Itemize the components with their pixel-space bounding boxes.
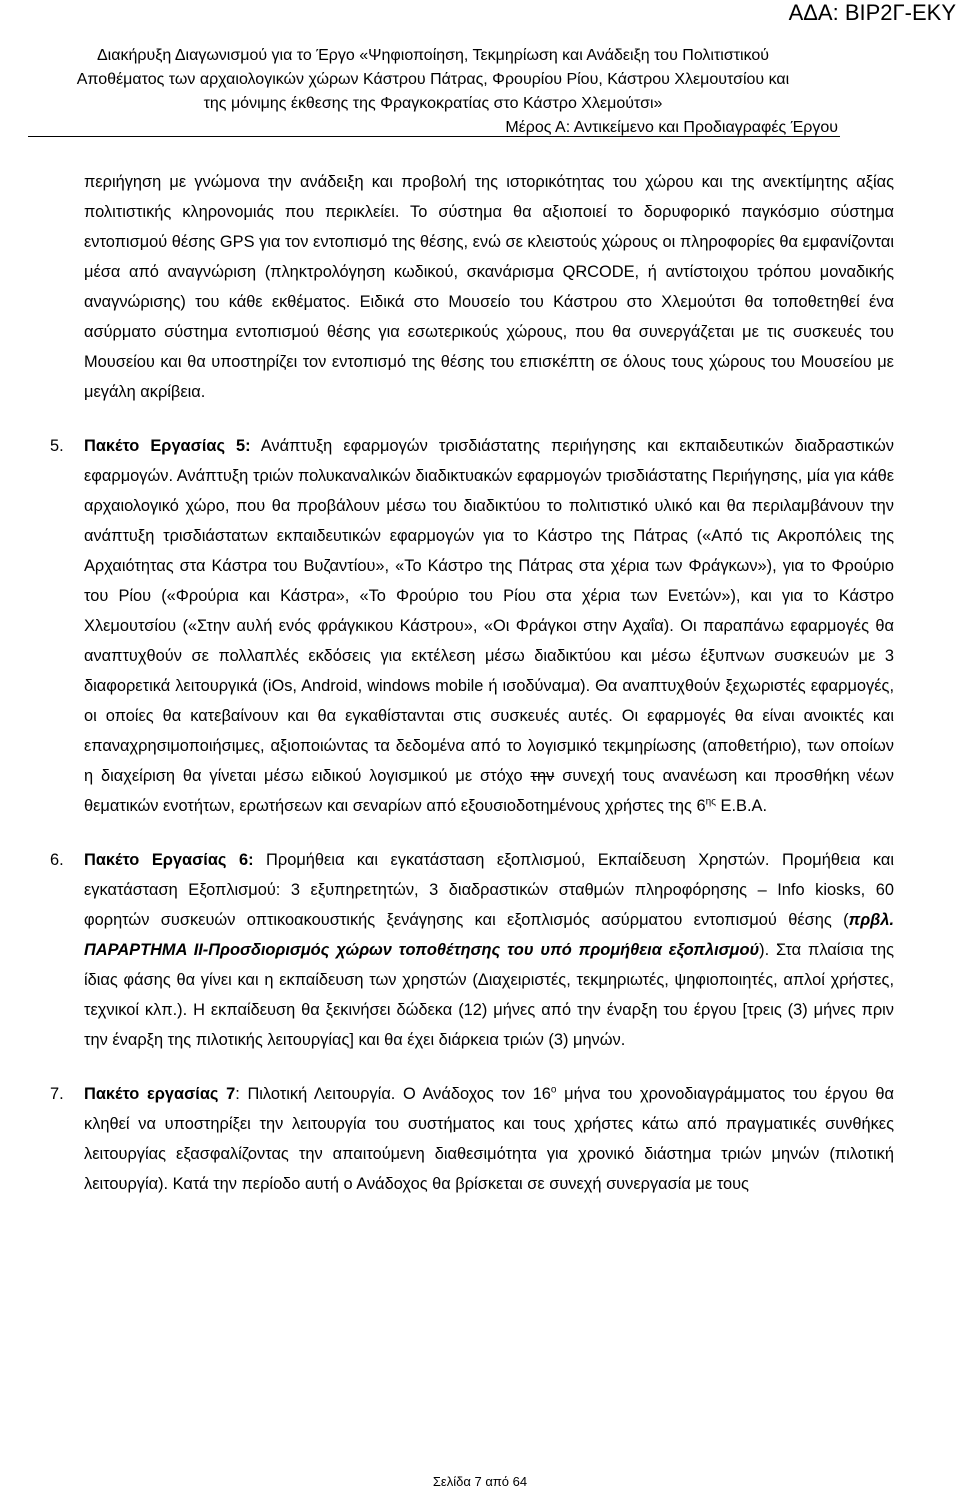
ordinal-suffix: ης [705,796,716,808]
header-section-title: Μέρος Α: Αντικείμενο και Προδιαγραφές Έργου [505,119,838,136]
annex-reference: πρβλ. ΠΑΡΑΡΤΗΜΑ ΙΙ-Προσδιορισμός χώρων τοποθέτησης του υπό προμήθεια εξοπλισμού [84,911,894,959]
item-title: Πακέτο Εργασίας 6: [84,851,254,869]
item-body-end: Ε.Β.Α. [715,797,767,815]
work-package-5 [50,431,894,821]
item-body-cont: μήνα του χρονοδιαγράμματος του έργου θα κληθεί να υποστηρίξει την λειτουργία του συστήματος και τους χρήστες κάτω από πραγματικές συνθήκες λειτουργίας εξασφαλίζοντας την απαιτούμενη διαθεσιμότητα για χρονικό διάστημα τριών μηνών (πιλοτική λειτουργία). Κατά την περίοδο αυτή ο Ανάδοχος θα βρίσκεται σε συνεχή συνεργασία με τους [84,1085,895,1193]
item-number: 7. [50,1085,64,1103]
header-line-3: της μόνιμης έκθεσης της Φραγκοκρατίας στο Κάστρο Χλεμούτσι» [203,95,663,112]
item-text [84,845,894,1055]
item-title: Πακέτο εργασίας 7 [84,1085,236,1103]
ordinal-suffix: ο [550,1084,557,1096]
intro-paragraph: περιήγηση με γνώμονα την ανάδειξη και προβολή της ιστορικότητας του χώρου και της ανεκτίμητης αξίας πολιτιστικής κληρονομιάς που περικλείει. Το σύστημα θα αξιοποιεί το δορυφορικό παγκόσμιο σύστημα εντοπισμού θέσης GPS για τον εντοπισμό της θέσης, ενώ σε κλειστούς χώρους οι πληροφορίες θα εμφανίζονται μέσα από αναγνώριση (πληκτρολόγηση κωδικού, σκανάρισμα QRCODE, ή αντίστοιχου τρόπου μοναδικής αναγνώρισης) του κάθε εκθέματος. Ειδικά στο Μουσείο του Κάστρου στο Χλεμούτσι θα τοποθετηθεί ένα ασύρματο σύστημα εντοπισμού θέσης για εσωτερικούς χώρους, που θα συνεργάζεται με τις συσκευές του Μουσείου και θα υποστηρίζει τον εντοπισμό της θέσης του επισκέπτη σε όλους τους χώρους του Μουσείου με μεγάλη ακρίβεια. [84,173,894,401]
work-package-6 [50,845,894,1055]
item-text [84,431,894,821]
struck-word: την [530,767,555,785]
item-body: : Πιλοτική Λειτουργία. Ο Ανάδοχος τον 16 [235,1085,551,1103]
work-package-7 [50,1079,895,1199]
page-number: Σελίδα 7 από 64 [432,1474,528,1489]
header-line-2: Αποθέματος των αρχαιολογικών χώρων Κάστρου Πάτρας, Φρουρίου Ρίου, Κάστρου Χλεμουτσίου και [76,71,790,88]
header-line-1: Διακήρυξη Διαγωνισμού για το Έργο «Ψηφιοποίηση, Τεκμηρίωση και Ανάδειξη του Πολιτιστικού [96,47,770,64]
item-title: Πακέτο Εργασίας 5: [84,437,251,455]
item-body: Προμήθεια και εγκατάσταση εξοπλισμού, Εκπαίδευση Χρηστών. Προμήθεια και εγκατάσταση Εξοπλισμού: 3 εξυπηρετητών, 3 διαδραστικών σταθμών πληροφόρησης – Info kiosks, 60 φορητών συσκευών οπτικοακουστικής ξενάγησης και εξοπλισμός ασύρματου εντοπισμού θέσης ( [84,851,894,929]
item-number: 5. [50,437,64,455]
document-header [28,44,838,140]
document-body [50,167,895,1199]
item-body-cont: συνεχή τους ανανέωση και προσθήκη νέων θεματικών ενοτήτων, ερωτήσεων και σεναρίων από εξουσιοδοτημένους χρήστες της 6 [84,767,894,815]
ada-code: ΑΔΑ: ΒΙΡ2Γ-ΕΚΥ [788,0,956,25]
item-number: 6. [50,851,64,869]
item-body: Ανάπτυξη εφαρμογών τρισδιάστατης περιήγησης και εκπαιδευτικών διαδραστικών εφαρμογών. Ανάπτυξη τριών πολυκαναλικών διαδικτυακών εφαρμογών τρισδιάστατης Περιήγησης, μία για κάθε αρχαιολογικό χώρο, που θα προβάλουν μέσω του διαδικτύου το πολιτιστικό υλικό και θα περιλαμβάνουν την ανάπτυξη τρισδιάστατων εκπαιδευτικών εφαρμογών για το Κάστρο της Πάτρας («Από τις Ακροπόλεις της Αρχαιότητας στα Κάστρα του Βυζαντίου», «Το Κάστρο της Πάτρας στα χέρια των Φράγκων»), για το Φρούριο του Ρίου («Φρούρια και Κάστρα», «Το Φρούριο του Ρίου στα χέρια των Ενετών»), και για το Κάστρο Χλεμουτσίου («Στην αυλή ενός φράγκικου Κάστρου», «Οι Φράγκοι στην Αχαΐα). Οι παραπάνω εφαρμογές θα αναπτυχθούν σε πολλαπλές εκδόσεις για εκτέλεση μέσω διαδικτύου και μέσω έξυπνων συσκευών με 3 διαφορετικά λειτουργικά (iOs, Android, windows mobile ή ισοδύναμα). Θα αναπτυχθούν ξεχωριστές εφαρμογές, οι οποίες θα κατεβαίνουν και θα εγκαθίστανται στις συσκευές αυτές. Οι εφαρμογές θα είναι ανοικτές και επαναχρησιμοποιήσιμες, αξιοποιώντας τα δεδομένα από το λογισμικό τεκμηρίωσης (αποθετήριο), των οποίων η διαχείριση θα γίνεται μέσω ειδικού λογισμικού με στόχο [84,437,894,785]
item-text [84,1079,894,1199]
item-body-cont: ). Στα πλαίσια της ίδιας φάσης θα γίνει και η εκπαίδευση των χρηστών (Διαχειριστές, τεκμηριωτές, ψηφιοποιητές, απλοί χρήστες, τεχνικοί κλπ.). Η εκπαίδευση θα ξεκινήσει δώδεκα (12) μήνες από την έναρξη του έργου [τρεις (3) μήνες πριν την έναρξη της πιλοτικής λειτουργίας] και θα έχει διάρκεια τριών (3) μηνών. [84,941,894,1049]
header-divider [28,136,840,137]
